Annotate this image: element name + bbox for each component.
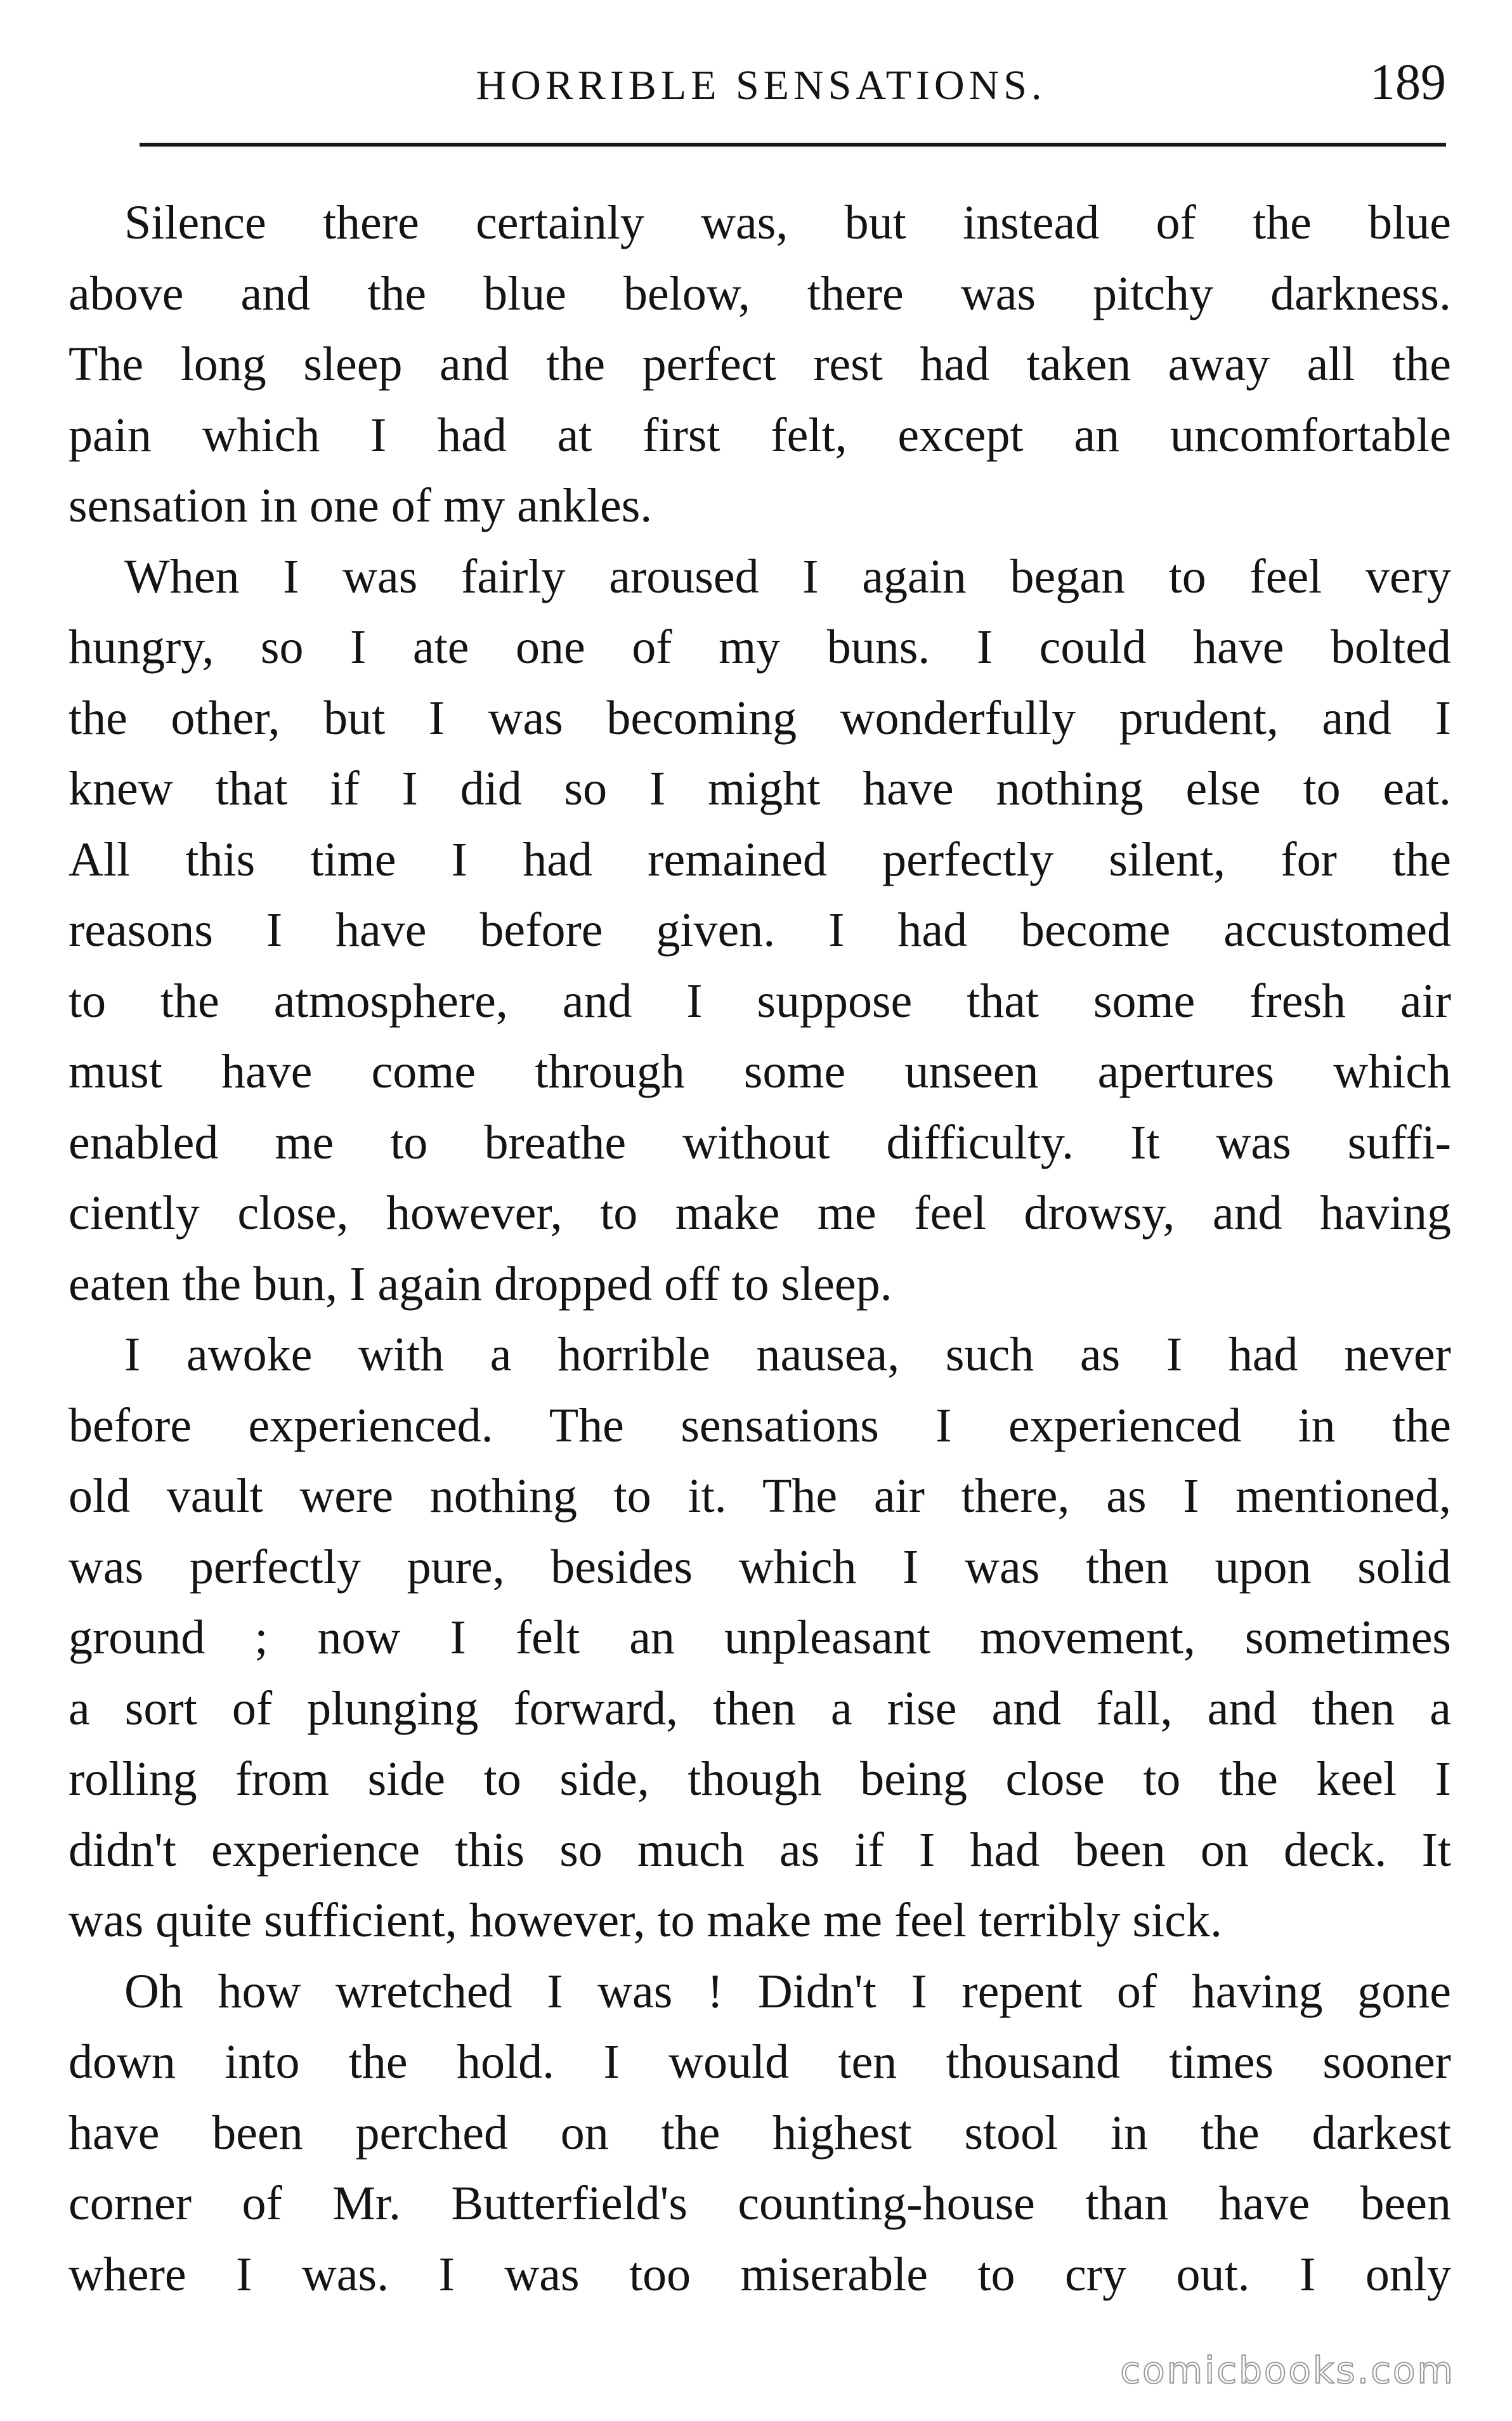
header-rule (140, 143, 1446, 147)
text-line: eaten the bun, I again dropped off to sleep. (68, 1257, 892, 1311)
text-line: before experienced. The sensations I experienced in the (68, 1398, 1451, 1452)
text-line: hungry, so I ate one of my buns. I could have bolted (68, 620, 1451, 674)
text-line: I awoke with a horrible nausea, such as I had never (124, 1328, 1451, 1381)
text-line: All this time I had remained perfectly silent, for the (68, 832, 1451, 886)
text-line: reasons I have before given. I had become accustomed (68, 903, 1451, 957)
text-line: down into the hold. I would ten thousand times sooner (68, 2035, 1451, 2089)
text-line: didn't experience this so much as if I had been on deck. It (68, 1823, 1451, 1877)
text-line: enabled me to breathe without difficulty. It was suffi- (68, 1115, 1451, 1169)
text-line: have been perched on the highest stool in the darkest (68, 2106, 1451, 2160)
text-line: to the atmosphere, and I suppose that some fresh air (68, 974, 1451, 1028)
text-line: was perfectly pure, besides which I was then upon solid (68, 1540, 1451, 1594)
running-head (70, 51, 1452, 121)
running-title: HORRIBLE SENSATIONS. (476, 62, 1046, 108)
text-line: When I was fairly aroused I again began to feel very (124, 549, 1451, 603)
text-line: Oh how wretched I was ! Didn't I repent of having gone (124, 1964, 1451, 2018)
body-text (68, 188, 1451, 2310)
paragraph-1 (68, 188, 1451, 542)
text-line: ground ; now I felt an unpleasant movement, sometimes (68, 1611, 1451, 1664)
text-line: rolling from side to side, though being close to the keel I (68, 1752, 1451, 1806)
text-line: was quite sufficient, however, to make me feel terribly sick. (68, 1894, 1222, 1947)
watermark-logo: comicbooks.com (1120, 2349, 1455, 2392)
text-line: The long sleep and the perfect rest had taken away all the (68, 338, 1451, 391)
text-line: where I was. I was too miserable to cry out. I only (68, 2247, 1451, 2301)
page-number: 189 (1370, 55, 1446, 110)
paragraph-4 (68, 1957, 1451, 2311)
text-line: old vault were nothing to it. The air there, as I mentioned, (68, 1469, 1451, 1523)
text-line: Silence there certainly was, but instead of the blue (124, 196, 1451, 249)
text-line: knew that if I did so I might have nothing else to eat. (68, 762, 1451, 815)
text-line: the other, but I was becoming wonderfully prudent, and I (68, 691, 1451, 745)
text-line: sensation in one of my ankles. (68, 479, 653, 532)
text-line: above and the blue below, there was pitchy darkness. (68, 266, 1451, 320)
text-line: corner of Mr. Butterfield's counting-house than have been (68, 2177, 1451, 2230)
text-line: must have come through some unseen apertures which (68, 1045, 1451, 1098)
text-line: pain which I had at first felt, except an uncomfortable (68, 408, 1451, 462)
paragraph-2 (68, 542, 1451, 1320)
text-line: ciently close, however, to make me feel drowsy, and having (68, 1186, 1451, 1240)
paragraph-3 (68, 1320, 1451, 1957)
text-line: a sort of plunging forward, then a rise and fall, and then a (68, 1681, 1451, 1735)
